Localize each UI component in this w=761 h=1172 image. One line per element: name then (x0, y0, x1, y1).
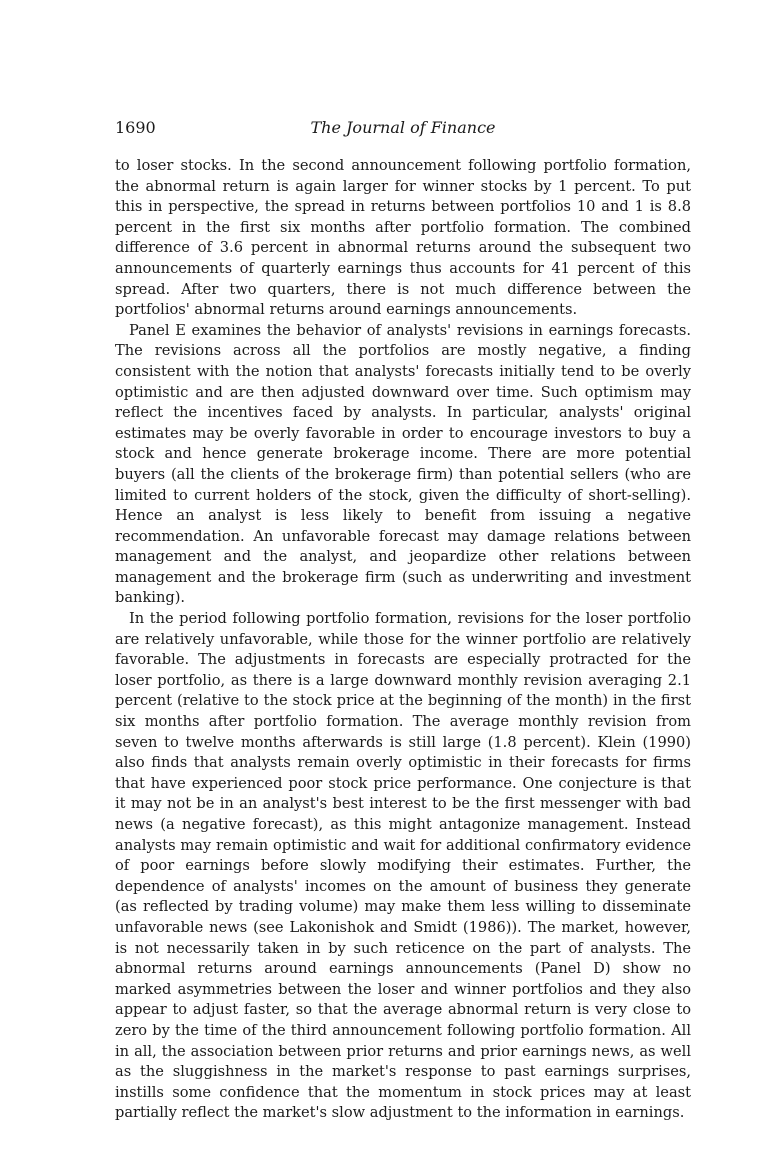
paragraph-post-formation: In the period following portfolio formation, revisions for the loser portfolio are relatively unfavorable, while those for the winner portfolio are relatively favorable. The adjustments in forecasts are especially protracted for the loser portfolio, as there is a large downward monthly revision averaging 2.1 percent (relative to the stock price at the beginning of the month) in the first six months after portfolio formation. The average monthly revision from seven to twelve months afterwards is still large (1.8 percent). Klein (1990) also finds that analysts remain overly optimistic in their forecasts for firms that have experienced poor stock price performance. One conjecture is that it may not be in an analyst's best interest to be the first messenger with bad news (a negative forecast), as this might antagonize management. Instead analysts may remain optimistic and wait for additional confirmatory evidence of poor earnings before slowly modifying their estimates. Further, the dependence of analysts' incomes on the amount of business they generate (as reflected by trading volume) may make them less willing to disseminate unfavorable news (see Lakonishok and Smidt (1986)). The market, however, is not necessarily taken in by such reticence on the part of analysts. The abnormal returns around earnings announcements (Panel D) show no marked asymmetries between the loser and winner portfolios and they also appear to adjust faster, so that the average abnormal return is very close to zero by the time of the third announcement following portfolio formation. All in all, the association between prior returns and prior earnings news, as well as the sluggishness in the market's response to past earnings surprises, instills some confidence that the momentum in stock prices may at least partially reflect the market's slow adjustment to the information in earnings. (115, 610, 691, 1122)
journal-page (115, 116, 691, 1124)
body-text (115, 156, 691, 1124)
running-head (115, 116, 691, 140)
paragraph-analyst-revisions: Panel E examines the behavior of analysts' revisions in earnings forecasts. The revisions across all the portfolios are mostly negative, a finding consistent with the notion that analysts' forecasts initially tend to be overly optimistic and are then adjusted downward over time. Such optimism may reflect the incentives faced by analysts. In particular, analysts' original estimates may be overly favorable in order to encourage investors to buy a stock and hence generate brokerage income. There are more potential buyers (all the clients of the brokerage firm) than potential sellers (who are limited to current holders of the stock, given the difficulty of short-selling). Hence an analyst is less likely to benefit from issuing a negative recommendation. An unfavorable forecast may damage relations between management and the analyst, and jeopardize other relations between management and the brokerage firm (such as underwriting and investment banking). (115, 321, 691, 607)
journal-title: The Journal of Finance (310, 118, 496, 137)
paragraph-continuation: to loser stocks. In the second announcement following portfolio formation, the abnormal return is again larger for winner stocks by 1 percent. To put this in perspective, the spread in returns between portfolios 10 and 1 is 8.8 percent in the first six months after portfolio formation. The combined difference of 3.6 percent in abnormal returns around the subsequent two announcements of quarterly earnings thus accounts for 41 percent of this spread. After two quarters, there is not much difference between the portfolios' abnormal returns around earnings announcements. (115, 157, 691, 319)
page-number: 1690 (115, 118, 156, 137)
